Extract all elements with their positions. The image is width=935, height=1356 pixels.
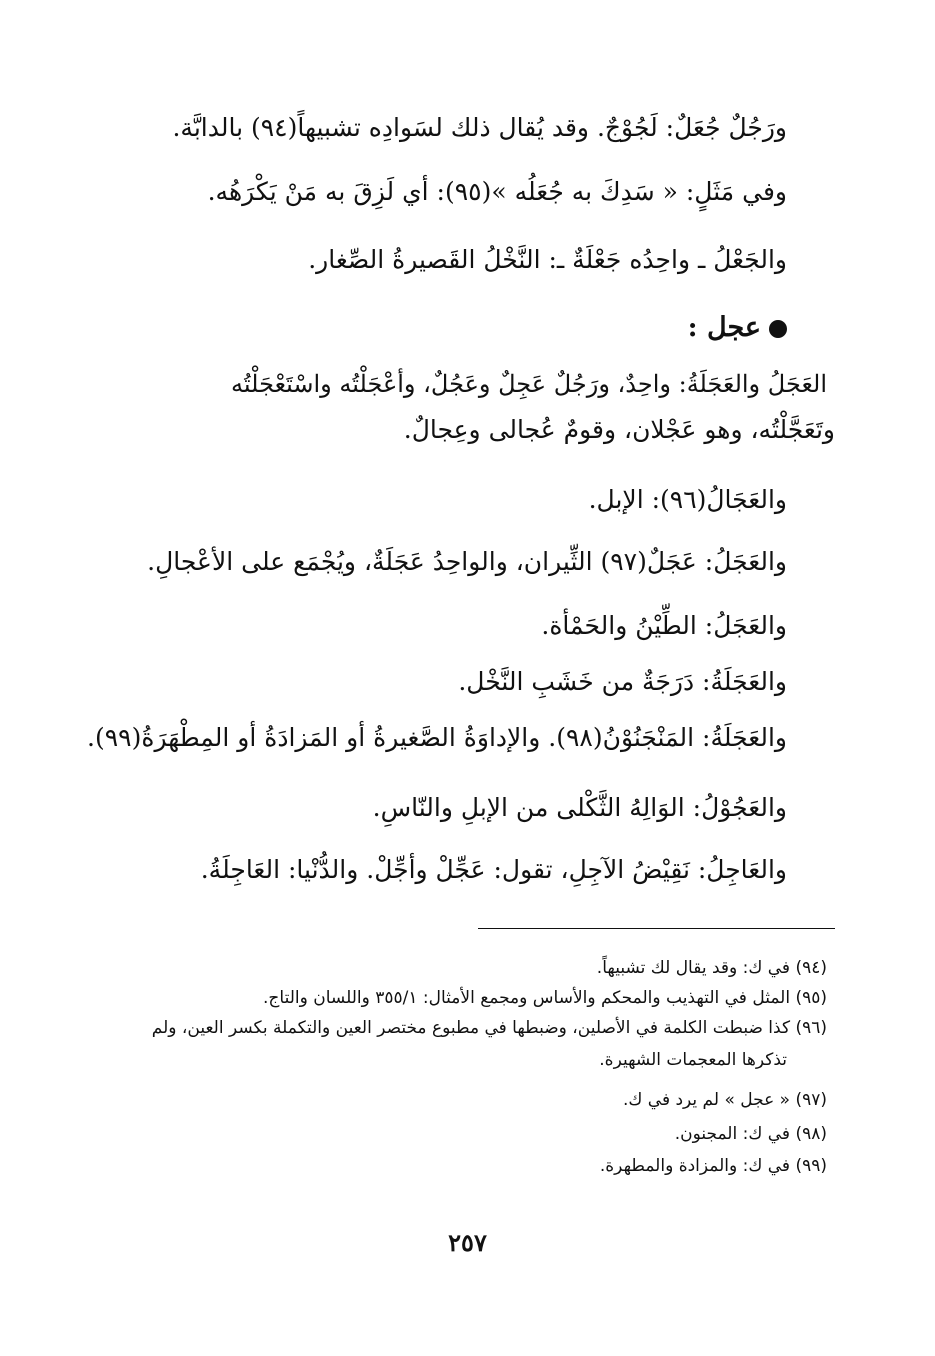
footnote-99: (٩٩) في ك: والمزادة والمطهرة. [599,1156,827,1176]
entry-line-3: والعَجَالُ(٩٦): الإبل. [588,485,787,514]
footnote-97: (٩٧) « عجل » لم يرد في ك. [622,1090,827,1110]
entry-line-6: والعَجَلَةُ: دَرَجَةٌ من خَشَبِ النَّخْل. [458,667,787,696]
entry-line-8: والعَجُوْلُ: الوَالِهُ الثَّكْلى من الإبلِ والنّاسِ. [372,793,787,822]
body-line-3: والجَعْلُ ـ واحِدُه جَعْلَةٌ ـ: النَّخْلُ القَصيرةُ الصِّغار. [308,245,787,274]
entry-line-4: والعَجَلُ: عَجَلٌ(٩٧) الثِّيران، والواحِدُ عَجَلَةٌ، ويُجْمَع على الأعْجالِ. [147,547,787,576]
footnote-96: (٩٦) كذا ضبطت الكلمة في الأصلين، وضبطها في مطبوع مختصر العين والتكملة بكسر العين، ولم [151,1018,827,1038]
footnote-96-continued: تذكرها المعجمات الشهيرة. [599,1050,787,1070]
bullet-icon [769,320,787,338]
entry-heading-text: عجل : [687,312,761,343]
entry-line-7: والعَجَلَةُ: المَنْجَنُوْنُ(٩٨). والإداوَةُ الصَّغيرةُ أو المَزادَةُ أو المِطْهَرَةُ(٩٩). [87,723,787,752]
body-line-1: ورَجُلٌ جُعَلٌ: لَجُوْجٌ. وقد يُقال ذلك لسَوادِه تشبيهاً(٩٤) بالدابَّة. [172,113,787,142]
entry-heading [688,308,787,348]
page-number: ٢٥٧ [448,1228,487,1257]
entry-line-5: والعَجَلُ: الطِّيْنُ والحَمْأة. [541,611,787,640]
body-line-2: وفي مَثَلٍ: « سَدِكَ به جُعَلُه »(٩٥): أي لَزِقَ به مَنْ يَكْرَهُه. [207,177,787,206]
footnote-95: (٩٥) المثل في التهذيب والمحكم والأساس ومجمع الأمثال: ٣٥٥/١ واللسان والتاج. [263,988,827,1008]
footnote-94: (٩٤) في ك: وقد يقال لك تشبيهاً. [596,958,827,978]
entry-line-1: العَجَلُ والعَجَلَةُ: واحِدٌ، ورَجُلٌ عَجِلٌ وعَجُلٌ، وأعْجَلْتُه واسْتَعْجَلْتُه [231,370,827,398]
footnote-98: (٩٨) في ك: المجنون. [674,1124,827,1144]
entry-line-2: وتَعَجَّلْتُه، وهو عَجْلان، وقومٌ عُجالى وعِجالٌ. [403,415,835,444]
entry-line-9: والعَاجِلُ: نَقِيْضُ الآجِلِ، تقول: عَجِّلْ وأجِّلْ. والدُّنْيا: العَاجِلَةُ. [200,855,787,884]
footnote-divider [478,928,835,929]
